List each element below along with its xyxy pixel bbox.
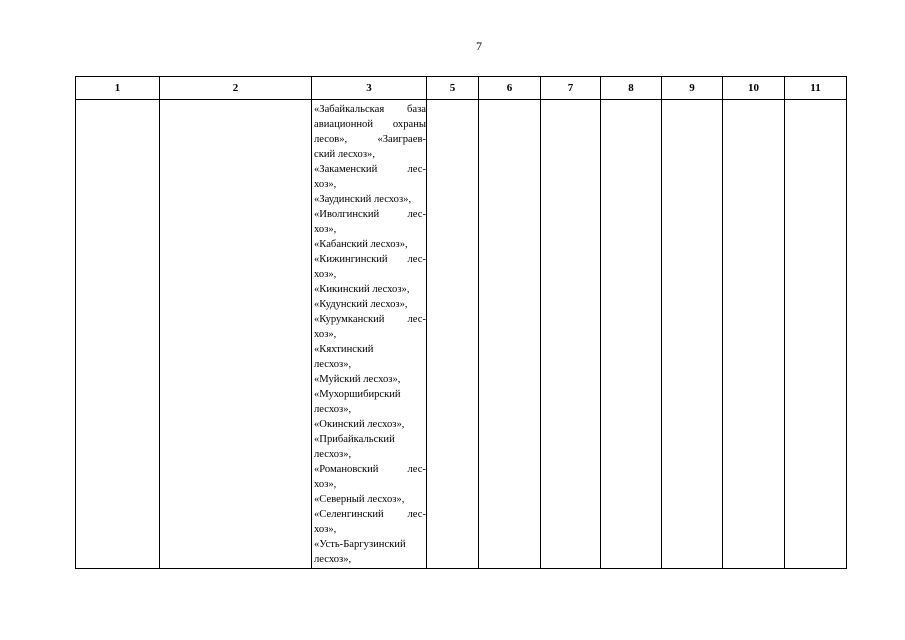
header-row <box>76 77 847 100</box>
header-col-2: 2 <box>160 77 312 100</box>
forestry-list-line: «Иволгинский лес- <box>314 209 426 220</box>
header-col-11: 11 <box>785 77 847 100</box>
header-col-8: 8 <box>601 77 662 100</box>
forestry-list-line: хоз», <box>314 269 337 280</box>
cell-col-5 <box>427 100 479 569</box>
header-col-3: 3 <box>312 77 427 100</box>
cell-col-8 <box>601 100 662 569</box>
forestry-list-line: лесхоз», <box>314 554 352 565</box>
forestry-list-line: «Кяхтинский <box>314 344 374 355</box>
forestry-list-line: хоз», <box>314 224 337 235</box>
forestry-list-line: «Забайкальская база <box>314 104 426 115</box>
cell-col-10 <box>723 100 785 569</box>
cell-col-9 <box>662 100 723 569</box>
forestry-list-line: лесов», «Заиграев- <box>314 134 426 145</box>
forestry-list-line: «Северный лесхоз», <box>314 494 405 505</box>
cell-col-1 <box>76 100 160 569</box>
forestry-list-line: хоз», <box>314 524 337 535</box>
forestry-list-line: лесхоз», <box>314 449 352 460</box>
forestry-list-line: «Курумканский лес- <box>314 314 426 325</box>
forestry-list-line: лесхоз», <box>314 359 352 370</box>
forestry-list-line: «Селенгинский лес- <box>314 509 426 520</box>
forestry-list-line: «Закаменский лес- <box>314 164 426 175</box>
forestry-list-line: авиационной охраны <box>314 119 426 130</box>
forestry-list-line: «Кижингинский лес- <box>314 254 426 265</box>
cell-col-11 <box>785 100 847 569</box>
cell-col-7 <box>541 100 601 569</box>
header-col-7: 7 <box>541 77 601 100</box>
cell-col-2 <box>160 100 312 569</box>
table-row <box>76 100 847 569</box>
forestry-list-line: «Окинский лесхоз», <box>314 419 405 430</box>
forestry-list-line: «Усть-Баргузинский <box>314 539 406 550</box>
forestry-list-line: ский лесхоз», <box>314 149 375 160</box>
forestry-list-line: «Прибайкальский <box>314 434 395 445</box>
forestry-list-line: «Кикинский лесхоз», <box>314 284 410 295</box>
forestry-list-line: лесхоз», <box>314 404 352 415</box>
header-col-6: 6 <box>479 77 541 100</box>
forestry-list-line: «Мухоршибирский <box>314 389 401 400</box>
cell-col-6 <box>479 100 541 569</box>
forestry-list-line: хоз», <box>314 179 337 190</box>
forestry-list-line: «Кудунский лесхоз», <box>314 299 408 310</box>
forestry-list-line: «Заудинский лесхоз», <box>314 194 412 205</box>
forestry-list-line: хоз», <box>314 329 337 340</box>
cell-col-3 <box>312 100 427 569</box>
forestry-list-line: «Романовский лес- <box>314 464 426 475</box>
data-table <box>75 76 847 569</box>
forestry-list-line: «Кабанский лесхоз», <box>314 239 408 250</box>
header-col-9: 9 <box>662 77 723 100</box>
header-col-10: 10 <box>723 77 785 100</box>
forestry-list-line: «Муйский лесхоз», <box>314 374 401 385</box>
page-number: 7 <box>476 39 482 53</box>
forestry-list-line: хоз», <box>314 479 337 490</box>
header-col-5: 5 <box>427 77 479 100</box>
header-col-1: 1 <box>76 77 160 100</box>
forestry-list <box>312 100 426 567</box>
